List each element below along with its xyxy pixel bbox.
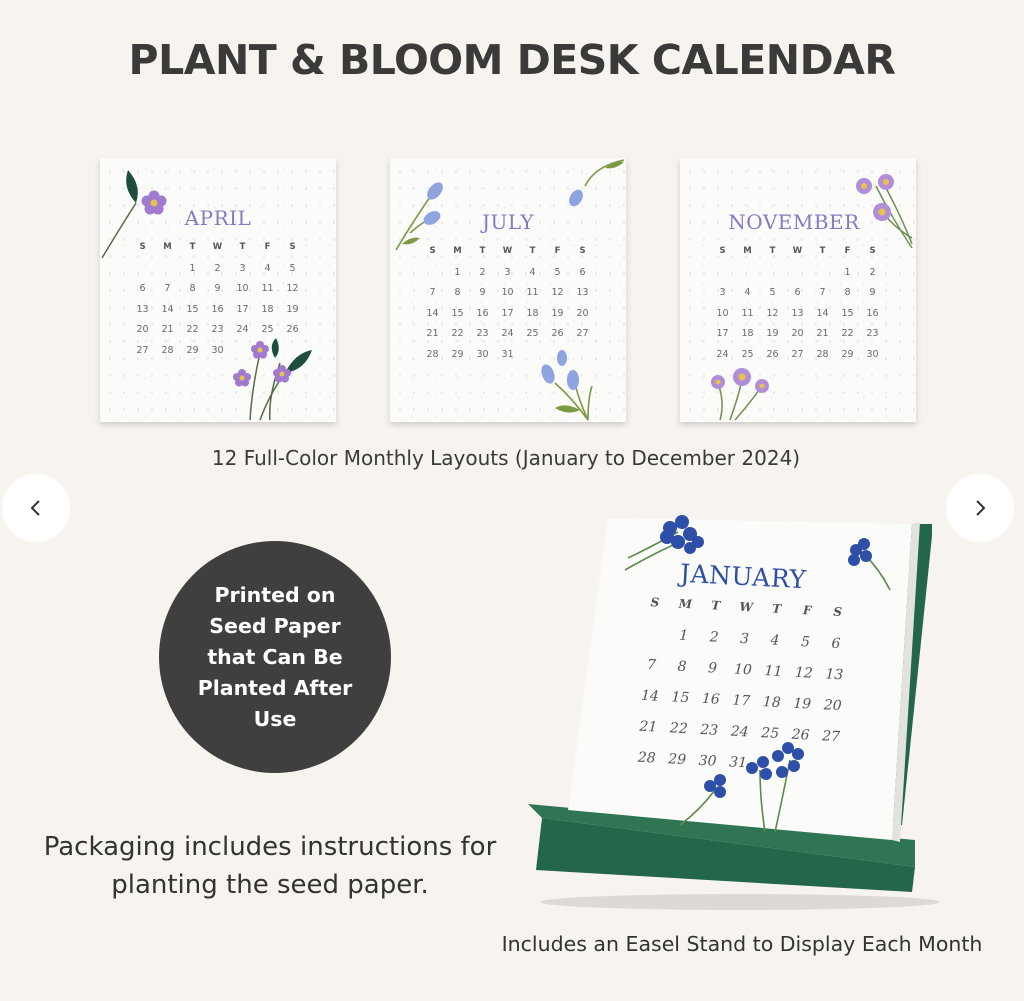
weekday-header: T — [239, 242, 246, 252]
day-cell: 10 — [716, 307, 729, 319]
day-cell: 28 — [161, 344, 174, 356]
day-cell: 28 — [426, 348, 439, 360]
day-cell: 6 — [139, 283, 146, 294]
badge-text: Printed on Seed Paper that Can Be Planted After Use — [197, 582, 353, 731]
day-cell: 12 — [794, 664, 814, 682]
day-cell: 25 — [526, 328, 539, 339]
month-title: NOVEMBER — [728, 210, 860, 234]
day-cell: 31 — [728, 754, 748, 772]
day-cell: 29 — [186, 344, 199, 356]
day-cell: 10 — [236, 283, 249, 294]
day-cell: 20 — [136, 324, 149, 335]
day-cell: 6 — [579, 266, 586, 278]
weekday-header: W — [739, 599, 754, 615]
day-cell: 13 — [791, 307, 804, 319]
day-cell: 21 — [816, 328, 829, 339]
day-cell: 24 — [236, 324, 249, 335]
weekday-header: T — [479, 246, 486, 256]
day-cell: 2 — [869, 266, 876, 278]
day-cell: 1 — [189, 262, 196, 274]
day-cell: 15 — [451, 307, 464, 319]
day-cell: 14 — [161, 303, 174, 315]
weekday-header: W — [502, 246, 513, 256]
weekday-header: T — [710, 598, 721, 613]
day-cell: 13 — [825, 666, 844, 684]
day-cell: 18 — [762, 694, 782, 712]
day-cell: 17 — [732, 692, 751, 710]
day-cell: 1 — [454, 266, 461, 278]
chevron-right-icon — [973, 498, 987, 518]
day-cell: 5 — [289, 262, 296, 274]
day-cell: 18 — [261, 303, 274, 315]
day-cell: 7 — [429, 287, 436, 298]
day-cell: 19 — [551, 307, 564, 319]
day-cell: 25 — [741, 348, 754, 360]
day-cell: 23 — [866, 328, 879, 339]
day-cell: 7 — [819, 287, 826, 298]
day-cell — [130, 263, 155, 284]
day-cell: 1 — [844, 266, 851, 278]
weekday-header: F — [844, 246, 851, 256]
day-cell: 19 — [792, 695, 812, 713]
page-title: PLANT & BLOOM DESK CALENDAR — [128, 36, 896, 84]
weekday-header: S — [869, 246, 876, 256]
day-cell: 23 — [211, 324, 224, 335]
day-cell: 30 — [476, 348, 489, 360]
day-cell: 17 — [501, 307, 514, 319]
day-cell: 18 — [526, 307, 539, 319]
calendar-card-july — [390, 158, 626, 422]
day-cell: 20 — [791, 328, 804, 339]
day-cell: 24 — [716, 348, 729, 360]
weekday-header: T — [819, 246, 826, 256]
day-cell — [637, 625, 669, 658]
day-cell: 3 — [719, 287, 726, 298]
weekday-header: M — [453, 246, 462, 256]
day-cell: 10 — [733, 661, 753, 679]
calendar-grid — [710, 246, 885, 369]
weekday-header: T — [529, 246, 536, 256]
day-cell: 9 — [869, 287, 876, 298]
weekday-header: F — [264, 242, 271, 252]
day-cell: 15 — [671, 689, 690, 707]
day-cell: 11 — [526, 287, 539, 298]
weekday-header: S — [719, 246, 726, 256]
day-cell: 9 — [707, 660, 718, 677]
day-cell — [735, 267, 760, 288]
day-cell: 23 — [699, 721, 719, 739]
weekday-header: W — [212, 242, 223, 252]
day-cell: 4 — [529, 266, 536, 278]
day-cell: 27 — [136, 344, 149, 356]
weekday-header: F — [554, 246, 561, 256]
day-cell: 13 — [576, 287, 589, 298]
day-cell: 18 — [741, 328, 754, 339]
easel-calendar-grid — [630, 595, 853, 792]
day-cell: 6 — [794, 287, 801, 298]
day-cell: 31 — [501, 348, 514, 360]
seed-paper-badge — [159, 541, 391, 773]
day-cell: 8 — [454, 287, 461, 298]
day-cell: 23 — [476, 328, 489, 339]
day-cell: 2 — [709, 629, 719, 646]
day-cell: 29 — [451, 348, 464, 360]
day-cell — [810, 267, 835, 288]
day-cell: 11 — [741, 307, 754, 319]
month-title: APRIL — [184, 206, 252, 230]
day-cell: 21 — [426, 328, 439, 339]
weekday-header: T — [769, 246, 776, 256]
day-cell: 4 — [770, 632, 780, 649]
day-cell: 9 — [479, 287, 486, 298]
day-cell: 11 — [764, 663, 783, 681]
day-cell: 24 — [730, 723, 750, 741]
day-cell — [760, 267, 785, 288]
day-cell: 5 — [800, 634, 811, 651]
packaging-note: Packaging includes instructions for planting the seed paper. — [43, 832, 497, 900]
day-cell: 8 — [189, 283, 196, 294]
day-cell: 20 — [576, 307, 589, 319]
day-cell: 27 — [791, 348, 804, 360]
day-cell: 8 — [677, 658, 687, 676]
day-cell: 29 — [667, 751, 687, 769]
calendar-grid — [130, 242, 305, 365]
day-cell: 25 — [261, 324, 274, 335]
day-cell: 29 — [841, 348, 854, 360]
day-cell: 26 — [286, 324, 299, 335]
day-cell: 22 — [841, 328, 854, 339]
day-cell — [710, 267, 735, 288]
day-cell: 14 — [640, 687, 660, 705]
easel-month-title: JANUARY — [679, 558, 808, 595]
day-cell — [155, 263, 180, 284]
day-cell: 4 — [744, 287, 751, 298]
day-cell: 16 — [866, 307, 879, 319]
day-cell: 16 — [211, 303, 224, 315]
day-cell: 5 — [554, 266, 561, 278]
day-cell: 4 — [264, 262, 271, 274]
day-cell: 27 — [821, 728, 841, 746]
day-cell: 3 — [239, 262, 246, 274]
day-cell: 22 — [451, 328, 464, 339]
layouts-caption: 12 Full-Color Monthly Layouts (January to December 2024) — [211, 446, 801, 470]
day-cell: 2 — [479, 266, 486, 278]
day-cell: 28 — [637, 749, 657, 767]
weekday-header: S — [429, 246, 436, 256]
weekday-header: T — [771, 601, 782, 616]
day-cell: 30 — [211, 344, 224, 356]
carousel-prev-button[interactable] — [2, 474, 70, 542]
day-cell: 20 — [823, 697, 843, 715]
day-cell: 24 — [501, 328, 514, 339]
day-cell: 27 — [576, 328, 589, 339]
day-cell: 12 — [551, 287, 564, 298]
day-cell: 8 — [844, 287, 851, 298]
day-cell: 16 — [476, 307, 489, 319]
day-cell: 16 — [701, 690, 721, 708]
weekday-header: S — [579, 246, 586, 256]
day-cell: 14 — [426, 307, 439, 319]
day-cell: 7 — [164, 283, 171, 294]
day-cell: 15 — [186, 303, 199, 315]
calendar-card-april — [100, 158, 336, 422]
day-cell: 26 — [551, 328, 564, 339]
day-cell: 22 — [669, 720, 689, 738]
weekday-header: M — [678, 596, 693, 612]
day-cell: 12 — [286, 283, 299, 294]
day-cell: 30 — [866, 348, 879, 360]
day-cell: 3 — [504, 266, 511, 278]
chevron-left-icon — [29, 498, 43, 518]
day-cell: 7 — [646, 657, 657, 674]
weekday-header: S — [832, 604, 843, 620]
day-cell: 28 — [816, 348, 829, 360]
weekday-header: S — [139, 242, 146, 252]
day-cell: 19 — [766, 328, 779, 339]
day-cell: 3 — [739, 630, 750, 648]
weekday-header: M — [163, 242, 172, 252]
weekday-header: F — [802, 603, 812, 618]
day-cell: 17 — [236, 303, 249, 315]
day-cell — [785, 267, 810, 288]
day-cell: 22 — [186, 324, 199, 335]
day-cell: 26 — [791, 726, 810, 744]
calendar-grid — [420, 246, 595, 369]
day-cell: 9 — [214, 283, 221, 294]
day-cell: 1 — [678, 627, 689, 645]
day-cell: 15 — [841, 307, 854, 319]
day-cell: 30 — [698, 752, 717, 770]
day-cell: 6 — [831, 635, 841, 653]
day-cell: 17 — [716, 328, 729, 339]
day-cell: 26 — [766, 348, 779, 360]
calendar-card-november — [680, 158, 916, 422]
day-cell: 25 — [760, 725, 780, 742]
month-title: JULY — [481, 210, 535, 234]
day-cell: 10 — [501, 287, 514, 298]
day-cell: 12 — [766, 307, 779, 319]
day-cell: 11 — [261, 283, 274, 294]
day-cell: 21 — [161, 324, 174, 335]
day-cell: 21 — [639, 718, 658, 736]
weekday-header: S — [650, 595, 660, 610]
day-cell: 14 — [816, 307, 829, 319]
day-cell: 2 — [214, 262, 221, 274]
day-cell — [420, 267, 445, 288]
weekday-header: W — [792, 246, 803, 256]
carousel-next-button[interactable] — [946, 474, 1014, 542]
easel-calendar — [520, 510, 940, 924]
day-cell: 19 — [286, 303, 299, 315]
weekday-header: S — [289, 242, 296, 252]
weekday-header: M — [743, 246, 752, 256]
easel-caption: Includes an Easel Stand to Display Each Month — [501, 932, 983, 956]
day-cell: 5 — [769, 287, 776, 298]
day-cell: 13 — [136, 303, 149, 315]
weekday-header: T — [189, 242, 196, 252]
